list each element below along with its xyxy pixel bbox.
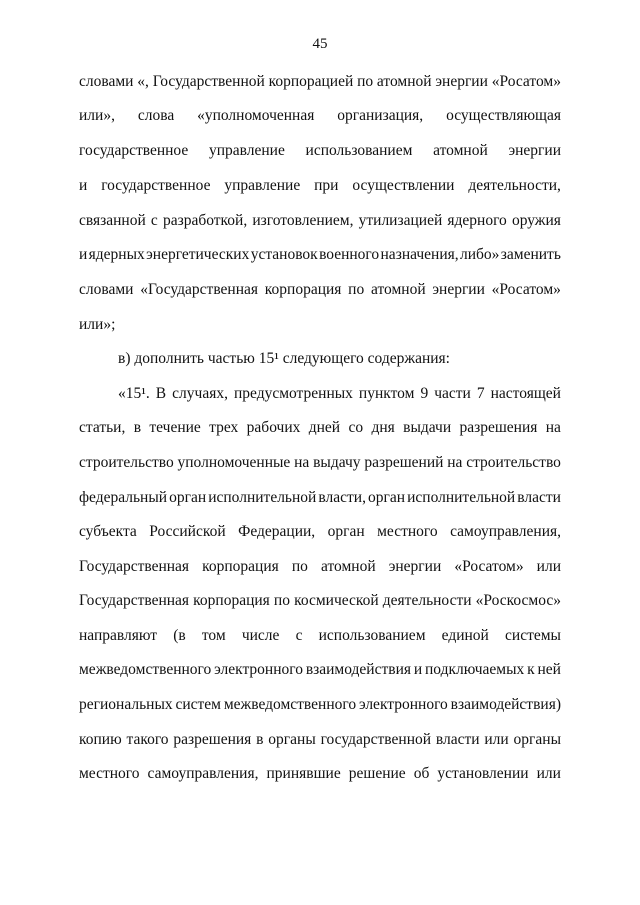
text-line: и государственное управление при осуществлении деятельности, (79, 177, 561, 194)
text-line: местного самоуправления, принявшие решение об установлении или (79, 765, 561, 782)
text-line: региональных систем межведомственного электронного взаимодействия) (79, 696, 561, 713)
page-number: 45 (312, 36, 328, 52)
text-line: межведомственного электронного взаимодействия и подключаемых к ней (79, 661, 561, 678)
text-line: федеральный орган исполнительной власти, орган исполнительной власти (79, 489, 561, 506)
text-line: и ядерных энергетических установок военного назначения, либо» заменить (79, 246, 561, 263)
text-line: направляют (в том числе с использованием единой системы (79, 627, 561, 644)
text-line: копию такого разрешения в органы государственной власти или органы (79, 731, 561, 748)
text-line: или», слова «уполномоченная организация, осуществляющая (79, 107, 561, 124)
text-line: субъекта Российской Федерации, орган местного самоуправления, (79, 523, 561, 540)
text-line: словами «Государственная корпорация по атомной энергии «Росатом» (79, 281, 561, 298)
text-line: Государственная корпорация по космической деятельности «Роскосмос» (79, 592, 561, 609)
text-line: строительство уполномоченные на выдачу разрешений на строительство (79, 454, 561, 471)
text-line: в) дополнить частью 15¹ следующего содержания: (118, 350, 450, 367)
text-line: «15¹. В случаях, предусмотренных пунктом 9 части 7 настоящей (118, 385, 561, 402)
text-line: связанной с разработкой, изготовлением, утилизацией ядерного оружия (79, 212, 561, 229)
text-line: словами «, Государственной корпорацией по атомной энергии «Росатом» (79, 73, 561, 90)
text-line: Государственная корпорация по атомной энергии «Росатом» или (79, 558, 561, 575)
text-line: статьи, в течение трех рабочих дней со дня выдачи разрешения на (79, 419, 561, 436)
text-line: или»; (79, 316, 116, 333)
text-line: государственное управление использованием атомной энергии (79, 142, 561, 159)
